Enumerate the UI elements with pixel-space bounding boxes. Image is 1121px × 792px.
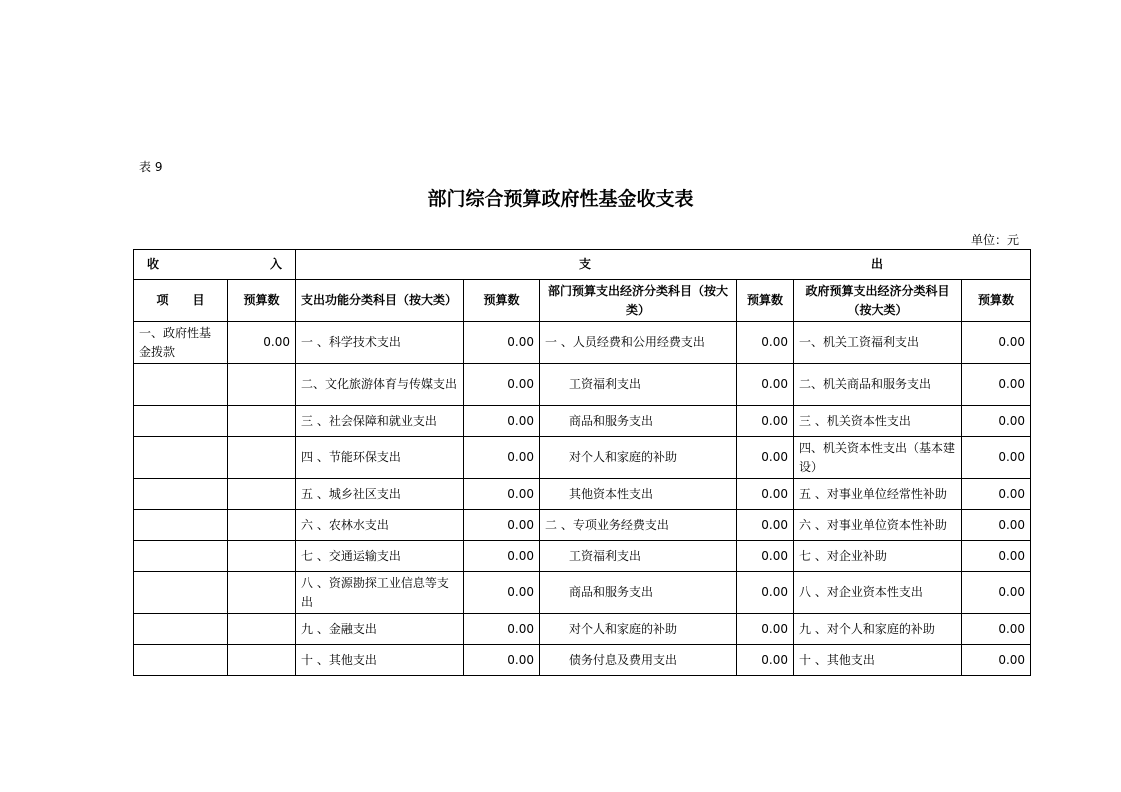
gov-budget-cell: 0.00 bbox=[962, 541, 1031, 572]
gov-budget-cell: 0.00 bbox=[962, 510, 1031, 541]
gov-econ-cell: 九 、对个人和家庭的补助 bbox=[794, 614, 962, 645]
income-item-cell: 一、政府性基金拨款 bbox=[134, 322, 228, 364]
gov-econ-cell: 三 、机关资本性支出 bbox=[794, 406, 962, 437]
expense-header-char-2: 出 bbox=[871, 257, 884, 271]
func-class-cell: 五 、城乡社区支出 bbox=[296, 479, 464, 510]
func-budget-cell: 0.00 bbox=[464, 541, 540, 572]
table-row bbox=[134, 322, 1031, 364]
dept-budget-cell: 0.00 bbox=[737, 322, 794, 364]
dept-econ-cell: 对个人和家庭的补助 bbox=[540, 614, 737, 645]
table-row bbox=[134, 510, 1031, 541]
gov-econ-cell: 六 、对事业单位资本性补助 bbox=[794, 510, 962, 541]
income-item-cell bbox=[134, 510, 228, 541]
gov-econ-cell: 五 、对事业单位经常性补助 bbox=[794, 479, 962, 510]
income-item-cell bbox=[134, 437, 228, 479]
dept-econ-cell: 债务付息及费用支出 bbox=[540, 645, 737, 676]
col-header-func-class: 支出功能分类科目（按大类） bbox=[296, 280, 464, 322]
income-budget-cell bbox=[228, 406, 296, 437]
func-budget-cell: 0.00 bbox=[464, 645, 540, 676]
col-header-gov-econ: 政府预算支出经济分类科目（按大类） bbox=[794, 280, 962, 322]
dept-budget-cell: 0.00 bbox=[737, 614, 794, 645]
dept-econ-cell: 商品和服务支出 bbox=[540, 572, 737, 614]
col-header-budget-3: 预算数 bbox=[737, 280, 794, 322]
income-item-cell bbox=[134, 406, 228, 437]
table-row bbox=[134, 572, 1031, 614]
income-header bbox=[134, 250, 296, 280]
income-budget-cell bbox=[228, 645, 296, 676]
gov-budget-cell: 0.00 bbox=[962, 614, 1031, 645]
func-budget-cell: 0.00 bbox=[464, 510, 540, 541]
func-class-cell: 四 、节能环保支出 bbox=[296, 437, 464, 479]
income-budget-cell: 0.00 bbox=[228, 322, 296, 364]
func-budget-cell: 0.00 bbox=[464, 572, 540, 614]
income-budget-cell bbox=[228, 572, 296, 614]
gov-budget-cell: 0.00 bbox=[962, 479, 1031, 510]
dept-budget-cell: 0.00 bbox=[737, 541, 794, 572]
gov-budget-cell: 0.00 bbox=[962, 406, 1031, 437]
dept-budget-cell: 0.00 bbox=[737, 406, 794, 437]
gov-econ-cell: 一、机关工资福利支出 bbox=[794, 322, 962, 364]
func-class-cell: 六 、农林水支出 bbox=[296, 510, 464, 541]
income-item-cell bbox=[134, 364, 228, 406]
header-row-top bbox=[134, 250, 1031, 280]
income-budget-cell bbox=[228, 437, 296, 479]
func-class-cell: 十 、其他支出 bbox=[296, 645, 464, 676]
page-title: 部门综合预算政府性基金收支表 bbox=[427, 188, 694, 210]
func-budget-cell: 0.00 bbox=[464, 479, 540, 510]
income-budget-cell bbox=[228, 614, 296, 645]
table-number: 表 9 bbox=[139, 160, 163, 174]
func-budget-cell: 0.00 bbox=[464, 322, 540, 364]
expense-header-char-1: 支 bbox=[579, 257, 592, 271]
func-budget-cell: 0.00 bbox=[464, 406, 540, 437]
func-budget-cell: 0.00 bbox=[464, 364, 540, 406]
gov-budget-cell: 0.00 bbox=[962, 364, 1031, 406]
income-budget-cell bbox=[228, 364, 296, 406]
table-row bbox=[134, 437, 1031, 479]
func-class-cell: 八 、资源勘探工业信息等支出 bbox=[296, 572, 464, 614]
income-item-cell bbox=[134, 479, 228, 510]
col-header-budget-2: 预算数 bbox=[464, 280, 540, 322]
col-header-budget-1: 预算数 bbox=[228, 280, 296, 322]
income-budget-cell bbox=[228, 541, 296, 572]
gov-econ-cell: 八 、对企业资本性支出 bbox=[794, 572, 962, 614]
income-item-cell bbox=[134, 645, 228, 676]
dept-econ-cell: 工资福利支出 bbox=[540, 541, 737, 572]
income-item-cell bbox=[134, 541, 228, 572]
unit-label: 单位：元 bbox=[971, 233, 1020, 247]
gov-econ-cell: 二、机关商品和服务支出 bbox=[794, 364, 962, 406]
table-row bbox=[134, 541, 1031, 572]
dept-econ-cell: 工资福利支出 bbox=[540, 364, 737, 406]
gov-budget-cell: 0.00 bbox=[962, 437, 1031, 479]
dept-econ-cell: 一 、人员经费和公用经费支出 bbox=[540, 322, 737, 364]
income-item-cell bbox=[134, 572, 228, 614]
func-class-cell: 七 、交通运输支出 bbox=[296, 541, 464, 572]
gov-budget-cell: 0.00 bbox=[962, 322, 1031, 364]
income-budget-cell bbox=[228, 479, 296, 510]
dept-budget-cell: 0.00 bbox=[737, 645, 794, 676]
dept-econ-cell: 二 、专项业务经费支出 bbox=[540, 510, 737, 541]
dept-budget-cell: 0.00 bbox=[737, 572, 794, 614]
table-row bbox=[134, 614, 1031, 645]
func-class-cell: 二、文化旅游体育与传媒支出 bbox=[296, 364, 464, 406]
func-class-cell: 九 、金融支出 bbox=[296, 614, 464, 645]
table-row bbox=[134, 479, 1031, 510]
dept-econ-cell: 商品和服务支出 bbox=[540, 406, 737, 437]
income-budget-cell bbox=[228, 510, 296, 541]
gov-econ-cell: 十 、其他支出 bbox=[794, 645, 962, 676]
gov-budget-cell: 0.00 bbox=[962, 645, 1031, 676]
dept-econ-cell: 其他资本性支出 bbox=[540, 479, 737, 510]
gov-econ-cell: 四、机关资本性支出（基本建设） bbox=[794, 437, 962, 479]
income-header-char-1: 收 bbox=[147, 257, 160, 271]
func-budget-cell: 0.00 bbox=[464, 614, 540, 645]
income-header-char-2: 入 bbox=[269, 257, 282, 271]
expense-header bbox=[296, 250, 1031, 280]
income-item-cell bbox=[134, 614, 228, 645]
dept-budget-cell: 0.00 bbox=[737, 510, 794, 541]
dept-budget-cell: 0.00 bbox=[737, 437, 794, 479]
gov-econ-cell: 七 、对企业补助 bbox=[794, 541, 962, 572]
func-class-cell: 三 、社会保障和就业支出 bbox=[296, 406, 464, 437]
dept-budget-cell: 0.00 bbox=[737, 479, 794, 510]
table-row bbox=[134, 364, 1031, 406]
gov-budget-cell: 0.00 bbox=[962, 572, 1031, 614]
dept-econ-cell: 对个人和家庭的补助 bbox=[540, 437, 737, 479]
table-row bbox=[134, 406, 1031, 437]
col-header-item: 项 目 bbox=[134, 280, 228, 322]
col-header-budget-4: 预算数 bbox=[962, 280, 1031, 322]
header-row bbox=[134, 280, 1031, 322]
budget-table bbox=[133, 249, 1031, 676]
table-row bbox=[134, 645, 1031, 676]
func-class-cell: 一 、科学技术支出 bbox=[296, 322, 464, 364]
func-budget-cell: 0.00 bbox=[464, 437, 540, 479]
dept-budget-cell: 0.00 bbox=[737, 364, 794, 406]
col-header-dept-econ: 部门预算支出经济分类科目（按大类） bbox=[540, 280, 737, 322]
